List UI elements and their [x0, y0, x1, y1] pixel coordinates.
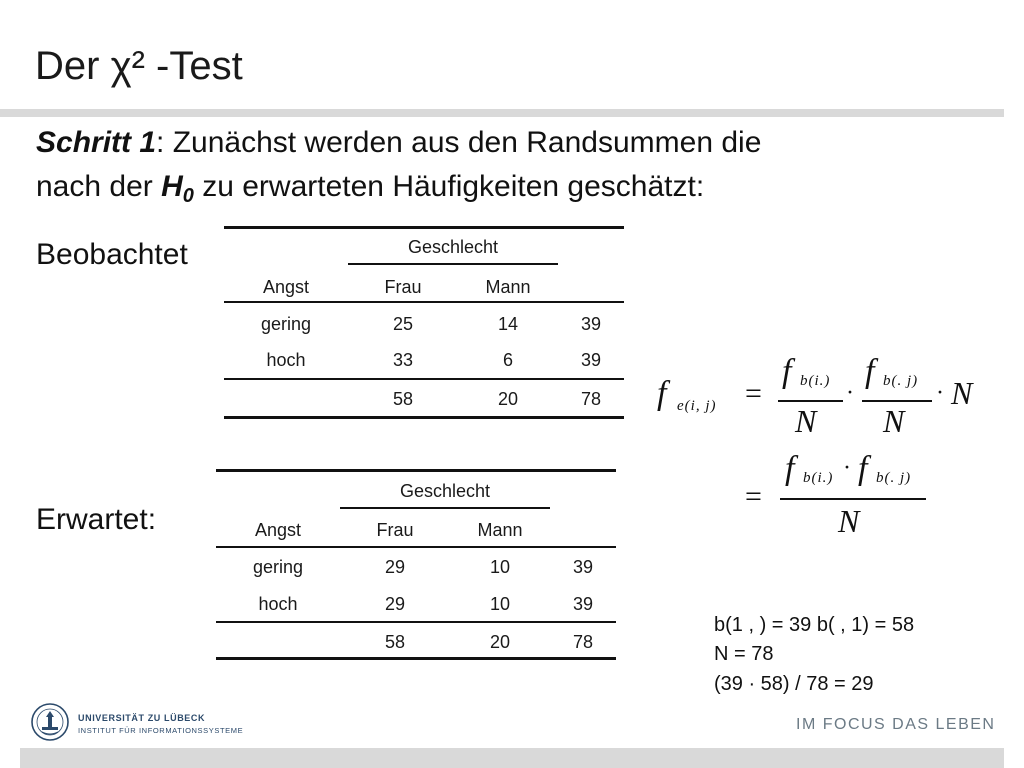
institute-name: INSTITUT FÜR INFORMATIONSSYSTEME: [78, 726, 244, 735]
row-header: Angst: [254, 520, 302, 540]
expected-table: [216, 469, 616, 663]
h-symbol: H: [161, 170, 183, 203]
formula-subscript: b(i.): [803, 470, 834, 486]
total-cell: 58: [392, 389, 414, 409]
total-cell: 20: [497, 389, 519, 409]
fraction-bar: [862, 400, 932, 402]
row-label: hoch: [258, 594, 298, 614]
column-header: Mann: [477, 520, 523, 540]
note-line-1: b(1 , ) = 39 b( , 1) = 58: [714, 614, 915, 636]
table-cell: 14: [497, 314, 519, 334]
observed-label: Beobachtet: [36, 238, 188, 271]
row-header: Angst: [262, 277, 310, 297]
note-line-3: (39 · 58) / 78 = 29: [714, 673, 874, 695]
table-cell: 39: [580, 314, 602, 334]
row-label: gering: [252, 557, 304, 577]
formula-f-symbol: f: [865, 353, 875, 390]
fraction-bar: [780, 498, 926, 500]
table-cell: 39: [580, 350, 602, 370]
observed-table: [224, 226, 624, 420]
table-cell: 25: [392, 314, 414, 334]
formula-dot: ·: [843, 455, 851, 481]
group-header: Geschlecht: [399, 481, 491, 501]
h-subscript: 0: [182, 185, 194, 207]
step-line-2: [36, 169, 704, 214]
table-bottom-rule: [224, 416, 624, 419]
header-rule: [224, 301, 624, 303]
university-name: UNIVERSITÄT ZU LÜBECK: [78, 713, 206, 723]
column-header: Mann: [485, 277, 531, 297]
formula-dot: ·: [936, 380, 944, 406]
formula-equals: =: [745, 480, 762, 513]
step-line-2-before: nach der: [36, 170, 162, 203]
table-cell: 29: [384, 557, 406, 577]
formula-subscript: b(. j): [876, 470, 912, 486]
footer-band: [20, 748, 1004, 768]
group-underline: [348, 263, 558, 265]
formula-dot: ·: [846, 380, 854, 406]
formula-f-symbol: f: [782, 353, 792, 390]
note-line-2: N = 78: [714, 643, 774, 665]
title-divider: [0, 109, 1004, 117]
total-cell: 78: [572, 632, 594, 652]
column-header: Frau: [376, 520, 414, 540]
formula-n: N: [838, 503, 860, 539]
header-rule: [216, 546, 616, 548]
expected-label: Erwartet:: [36, 503, 157, 536]
table-top-rule: [216, 469, 616, 472]
formula-n: N: [883, 403, 905, 439]
fraction-bar: [778, 400, 843, 402]
group-header: Geschlecht: [407, 237, 499, 257]
university-seal-logo: [30, 702, 70, 742]
formula-f-symbol: f: [785, 450, 795, 487]
total-cell: 20: [489, 632, 511, 652]
table-cell: 39: [572, 557, 594, 577]
step-prefix: Schritt 1: [36, 126, 157, 159]
table-cell: 29: [384, 594, 406, 614]
formula-equals: =: [745, 377, 762, 410]
formula-n: N: [951, 375, 973, 411]
formula-subscript: b(i.): [800, 373, 831, 389]
row-label: gering: [260, 314, 312, 334]
total-cell: 58: [384, 632, 406, 652]
slide-title: Der χ² -Test: [35, 44, 243, 88]
column-header: Frau: [384, 277, 422, 297]
formula-subscript: b(. j): [883, 373, 919, 389]
formula-subscript: e(i, j): [677, 398, 717, 414]
table-top-rule: [224, 226, 624, 229]
formula-f-symbol: f: [858, 450, 868, 487]
totals-rule: [216, 621, 616, 623]
totals-rule: [224, 378, 624, 380]
step-line-2-after: zu erwarteten Häufigkeiten geschätzt:: [193, 170, 705, 203]
table-bottom-rule: [216, 657, 616, 660]
formula-f-symbol: f: [657, 375, 667, 412]
footer-slogan: IM FOCUS DAS LEBEN: [796, 716, 996, 733]
formula-n: N: [795, 403, 817, 439]
step-line-1: [36, 125, 761, 161]
table-cell: 6: [502, 350, 513, 370]
group-underline: [340, 507, 550, 509]
total-cell: 78: [580, 389, 602, 409]
table-cell: 39: [572, 594, 594, 614]
expected-frequency-formula: [655, 345, 1000, 555]
table-cell: 10: [489, 594, 511, 614]
table-cell: 10: [489, 557, 511, 577]
row-label: hoch: [266, 350, 306, 370]
step-line-1-text: : Zunächst werden aus den Randsummen die: [156, 126, 762, 159]
table-cell: 33: [392, 350, 414, 370]
